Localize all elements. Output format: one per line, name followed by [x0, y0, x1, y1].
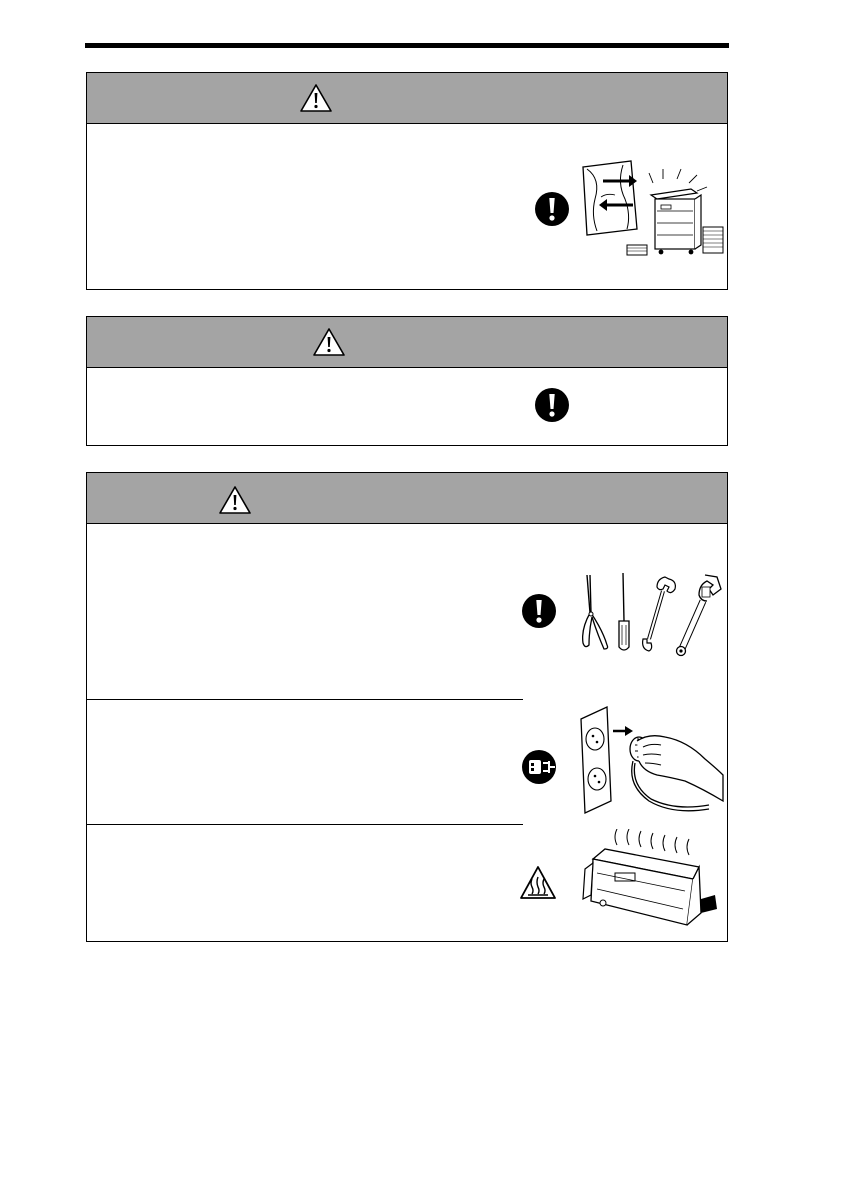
box-row: [87, 367, 726, 445]
box-row: [87, 123, 726, 289]
caution-box-1: [86, 72, 728, 290]
warning-triangle-icon: [312, 327, 346, 357]
unplug-from-outlet-illustration: [577, 705, 727, 815]
hot-surface-icon: [519, 865, 557, 901]
mandatory-action-icon: [521, 593, 557, 629]
mandatory-action-icon: [534, 191, 570, 227]
caution-box-2: [86, 316, 728, 446]
warning-triangle-icon: [218, 485, 252, 515]
box-row: [87, 700, 726, 824]
top-rule: [85, 43, 729, 48]
box-row: [87, 523, 726, 699]
box-header: [87, 473, 727, 524]
copier-handling-illustration: [577, 159, 727, 259]
box-header: [87, 73, 727, 124]
mandatory-action-icon: [534, 387, 570, 423]
warning-triangle-icon: [299, 83, 333, 113]
box-row: [87, 825, 726, 941]
caution-box-3: [86, 472, 728, 942]
box-header: [87, 317, 727, 368]
hand-tools-illustration: [577, 573, 727, 663]
unplug-icon: [521, 749, 557, 785]
hot-fuser-unit-illustration: [577, 829, 727, 929]
